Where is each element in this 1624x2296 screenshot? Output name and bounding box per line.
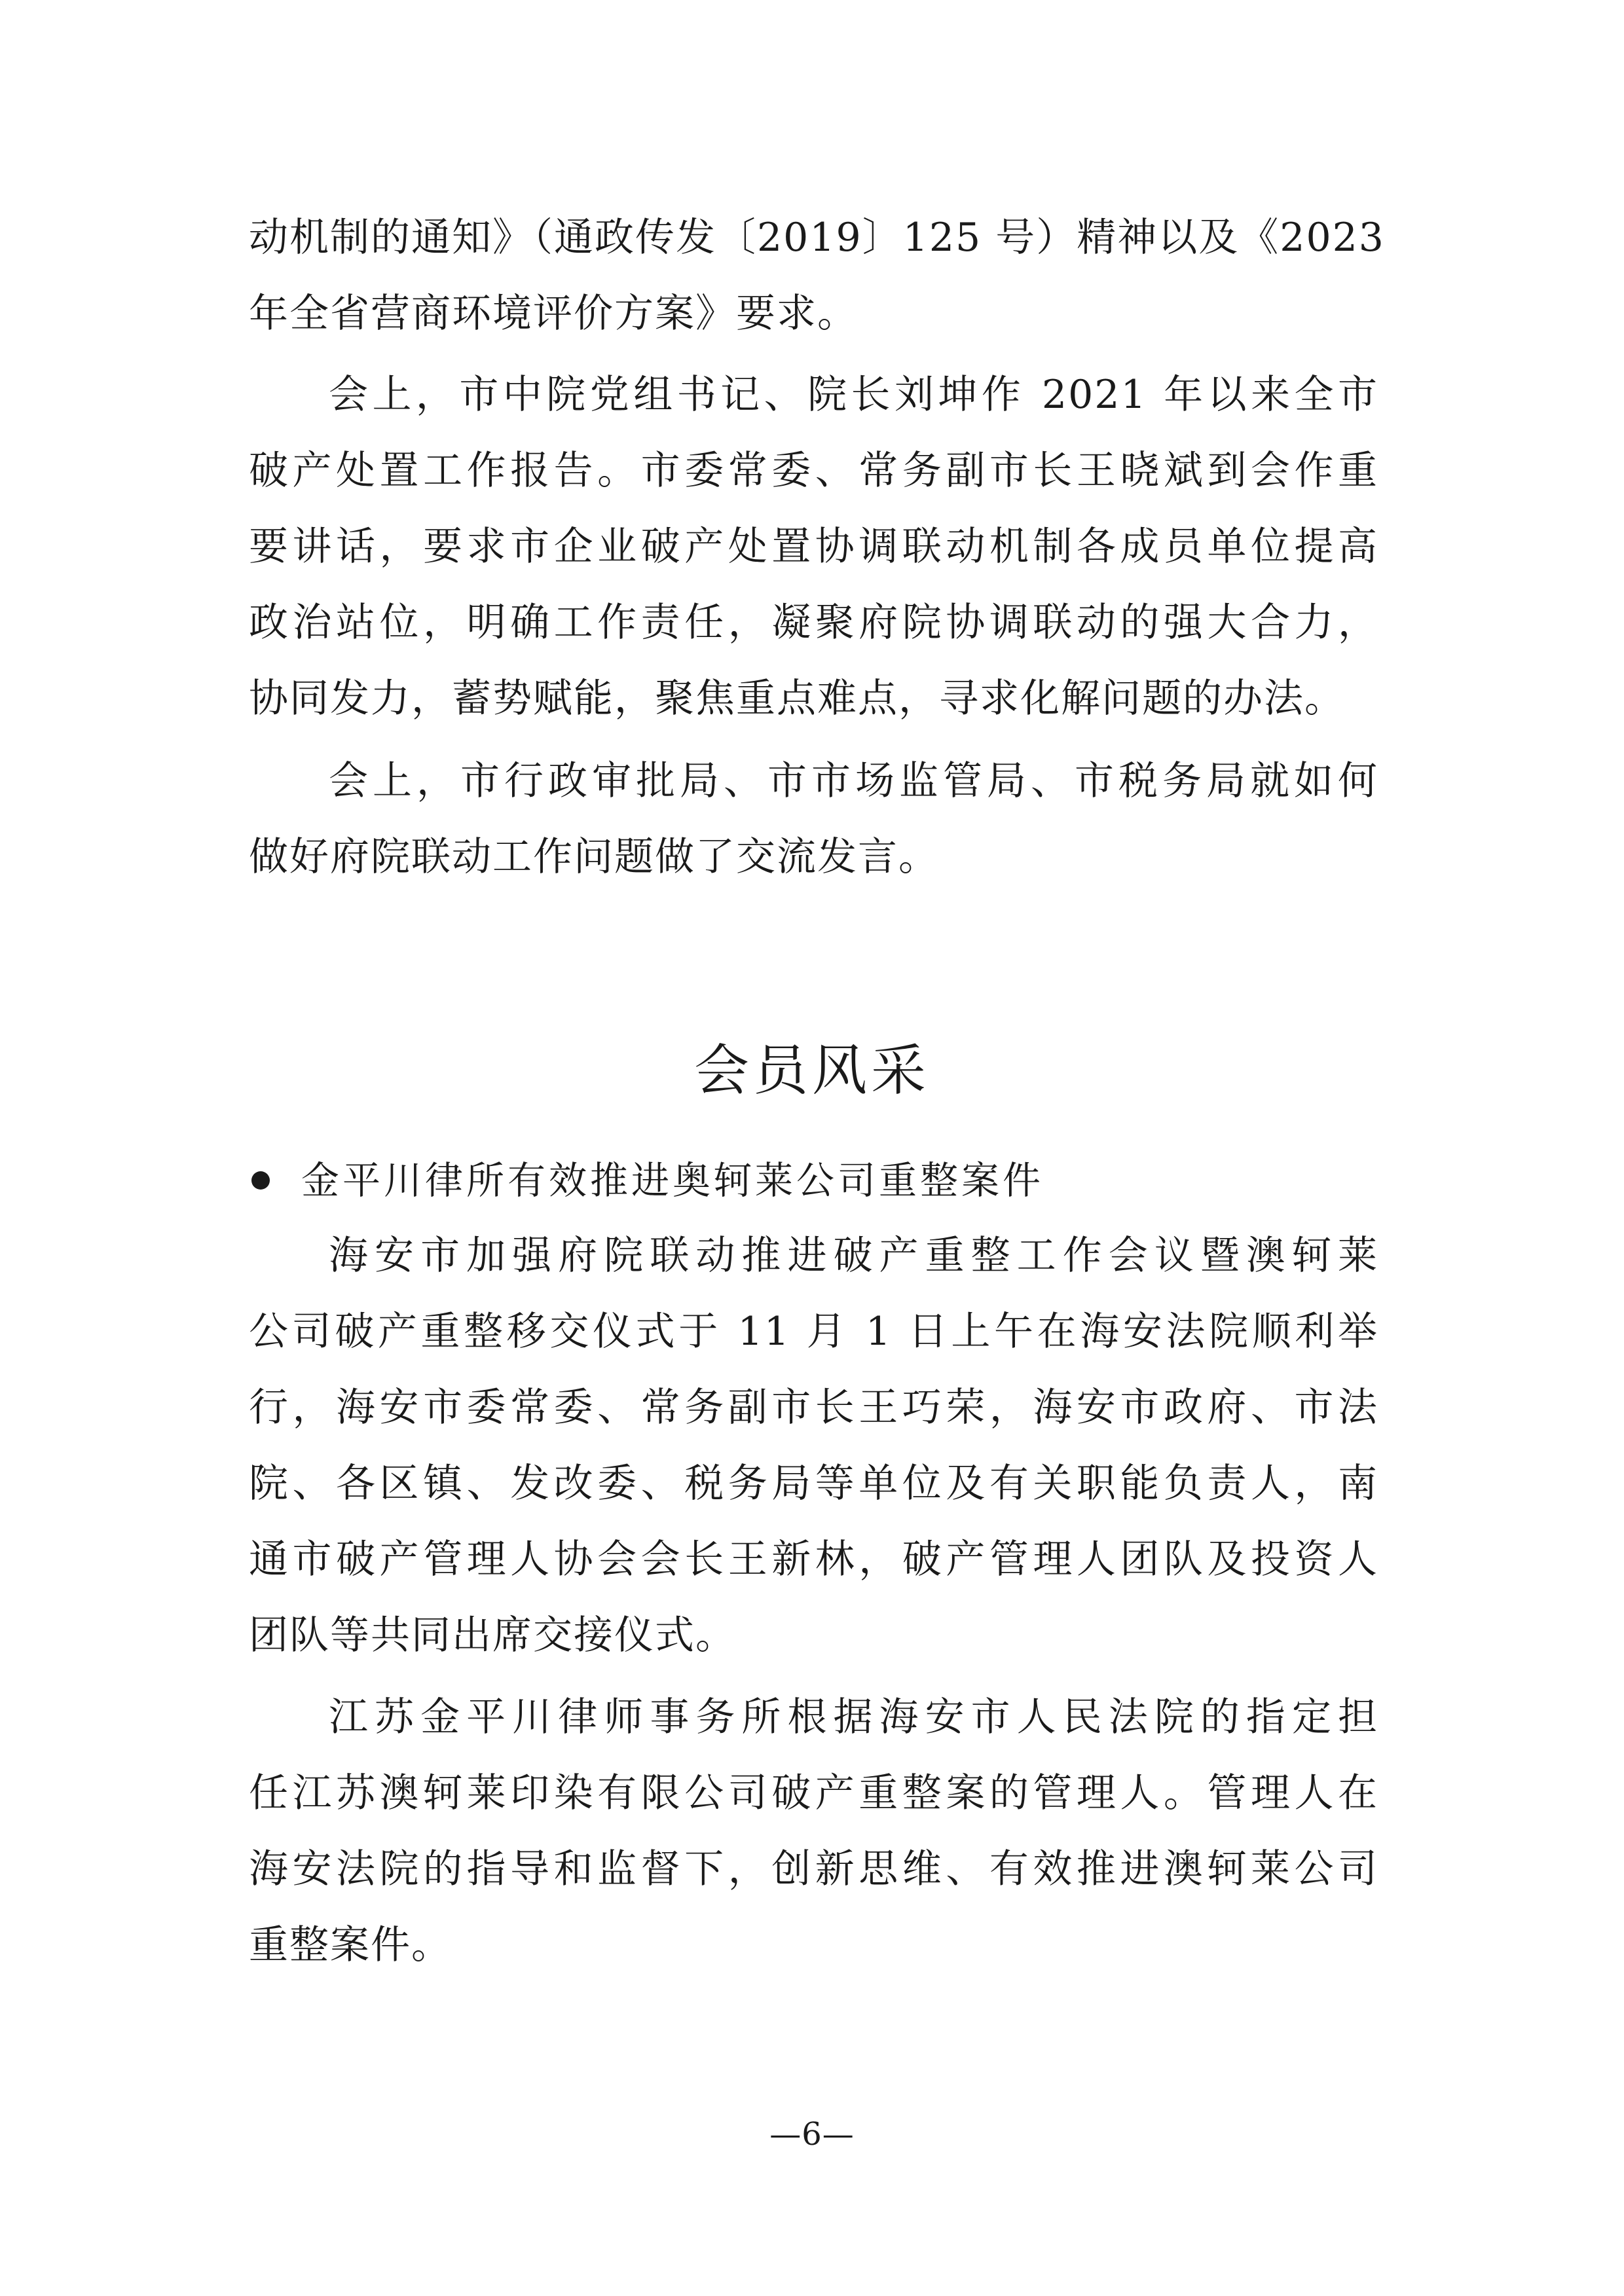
text-line: 通市破产管理人协会会长王新林，破产管理人团队及投资人: [249, 1537, 1378, 1582]
text-line: 任江苏澳轲莱印染有限公司破产重整案的管理人。管理人在: [249, 1770, 1378, 1816]
text-line: 重整案件。: [249, 1922, 452, 1968]
paragraph-handover-ceremony: [249, 1218, 1378, 1673]
text-line: 年全省营商环境评价方案》要求。: [249, 291, 858, 337]
text-line: 破产处置工作报告。市委常委、常务副市长王晓斌到会作重: [249, 448, 1378, 494]
text-line: 公司破产重整移交仪式于 11 月 1 日上午在海安法院顺利举: [249, 1309, 1378, 1355]
text-line: 团队等共同出席交接仪式。: [249, 1613, 736, 1658]
bullet-heading-text: 金平川律所有效推进奥轲莱公司重整案件: [301, 1158, 1044, 1203]
text-line: 海安市加强府院联动推进破产重整工作会议暨澳轲莱: [329, 1233, 1378, 1279]
text-line: 会上，市行政审批局、市市场监管局、市税务局就如何: [329, 758, 1378, 804]
section-title: 会员风采: [693, 1038, 930, 1102]
paragraph-continuation: [249, 200, 1385, 352]
text-line: 政治站位，明确工作责任，凝聚府院协调联动的强大合力，: [249, 600, 1378, 646]
text-line: 要讲话，要求市企业破产处置协调联动机制各成员单位提高: [249, 524, 1378, 570]
bullet-dot-icon: [251, 1171, 270, 1190]
page-number: —6—: [769, 2116, 855, 2153]
text-line: 会上，市中院党组书记、院长刘坤作 2021 年以来全市: [329, 372, 1378, 418]
text-line: 江苏金平川律师事务所根据海安市人民法院的指定担: [329, 1694, 1378, 1740]
paragraph-law-firm-manager: [249, 1679, 1378, 1983]
text-line: 协同发力，蓄势赋能，聚焦重点难点，寻求化解问题的办法。: [249, 676, 1345, 721]
text-line: 海安法院的指导和监督下，创新思维、有效推进澳轲莱公司: [249, 1846, 1378, 1892]
text-line: 动机制的通知》（通政传发〔2019〕125 号）精神以及《2023: [249, 215, 1385, 261]
text-line: 行，海安市委常委、常务副市长王巧荣，海安市政府、市法: [249, 1385, 1378, 1430]
paragraph-exchange-speech: [249, 743, 1378, 895]
paragraph-meeting-report: [249, 357, 1378, 737]
text-line: 院、各区镇、发改委、税务局等单位及有关职能负责人，南: [249, 1461, 1378, 1506]
text-line: 做好府院联动工作问题做了交流发言。: [249, 834, 939, 880]
bullet-heading: [249, 1142, 1044, 1218]
